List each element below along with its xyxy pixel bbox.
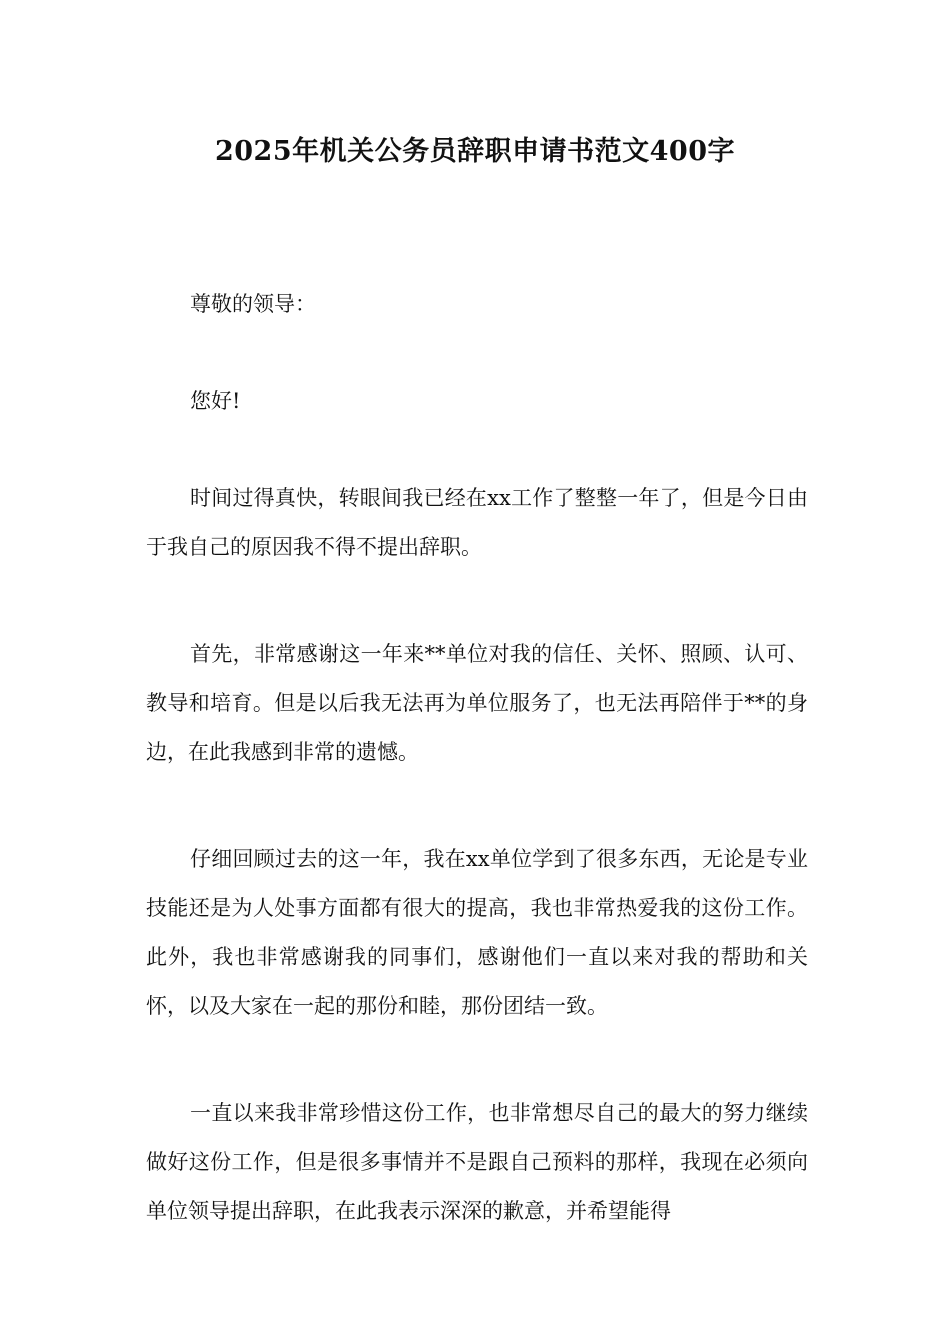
body-paragraph-2: 首先，非常感谢这一年来**单位对我的信任、关怀、照顾、认可、教导和培育。但是以后我无法再为单位服务了，也无法再陪伴于**的身边，在此我感到非常的遗憾。 bbox=[146, 642, 808, 764]
body-paragraph-1: 时间过得真快，转眼间我已经在xx工作了整整一年了，但是今日由于我自己的原因我不得不提出辞职。 bbox=[146, 486, 808, 559]
salutation-paragraph: 尊敬的领导： bbox=[190, 292, 316, 316]
greeting-paragraph: 您好! bbox=[190, 389, 241, 413]
document-title: 2025年机关公务员辞职申请书范文400字 bbox=[214, 136, 735, 167]
body-paragraph-4: 一直以来我非常珍惜这份工作，也非常想尽自己的最大的努力继续做好这份工作，但是很多事情并不是跟自己预料的那样，我现在必须向单位领导提出辞职，在此我表示深深的歉意，并希望能得 bbox=[146, 1101, 808, 1223]
body-paragraph-3: 仔细回顾过去的这一年，我在xx单位学到了很多东西，无论是专业技能还是为人处事方面都有很大的提高，我也非常热爱我的这份工作。此外，我也非常感谢我的同事们，感谢他们一直以来对我的帮助和关怀，以及大家在一起的那份和睦，那份团结一致。 bbox=[146, 847, 808, 1018]
document-body bbox=[146, 280, 808, 1294]
